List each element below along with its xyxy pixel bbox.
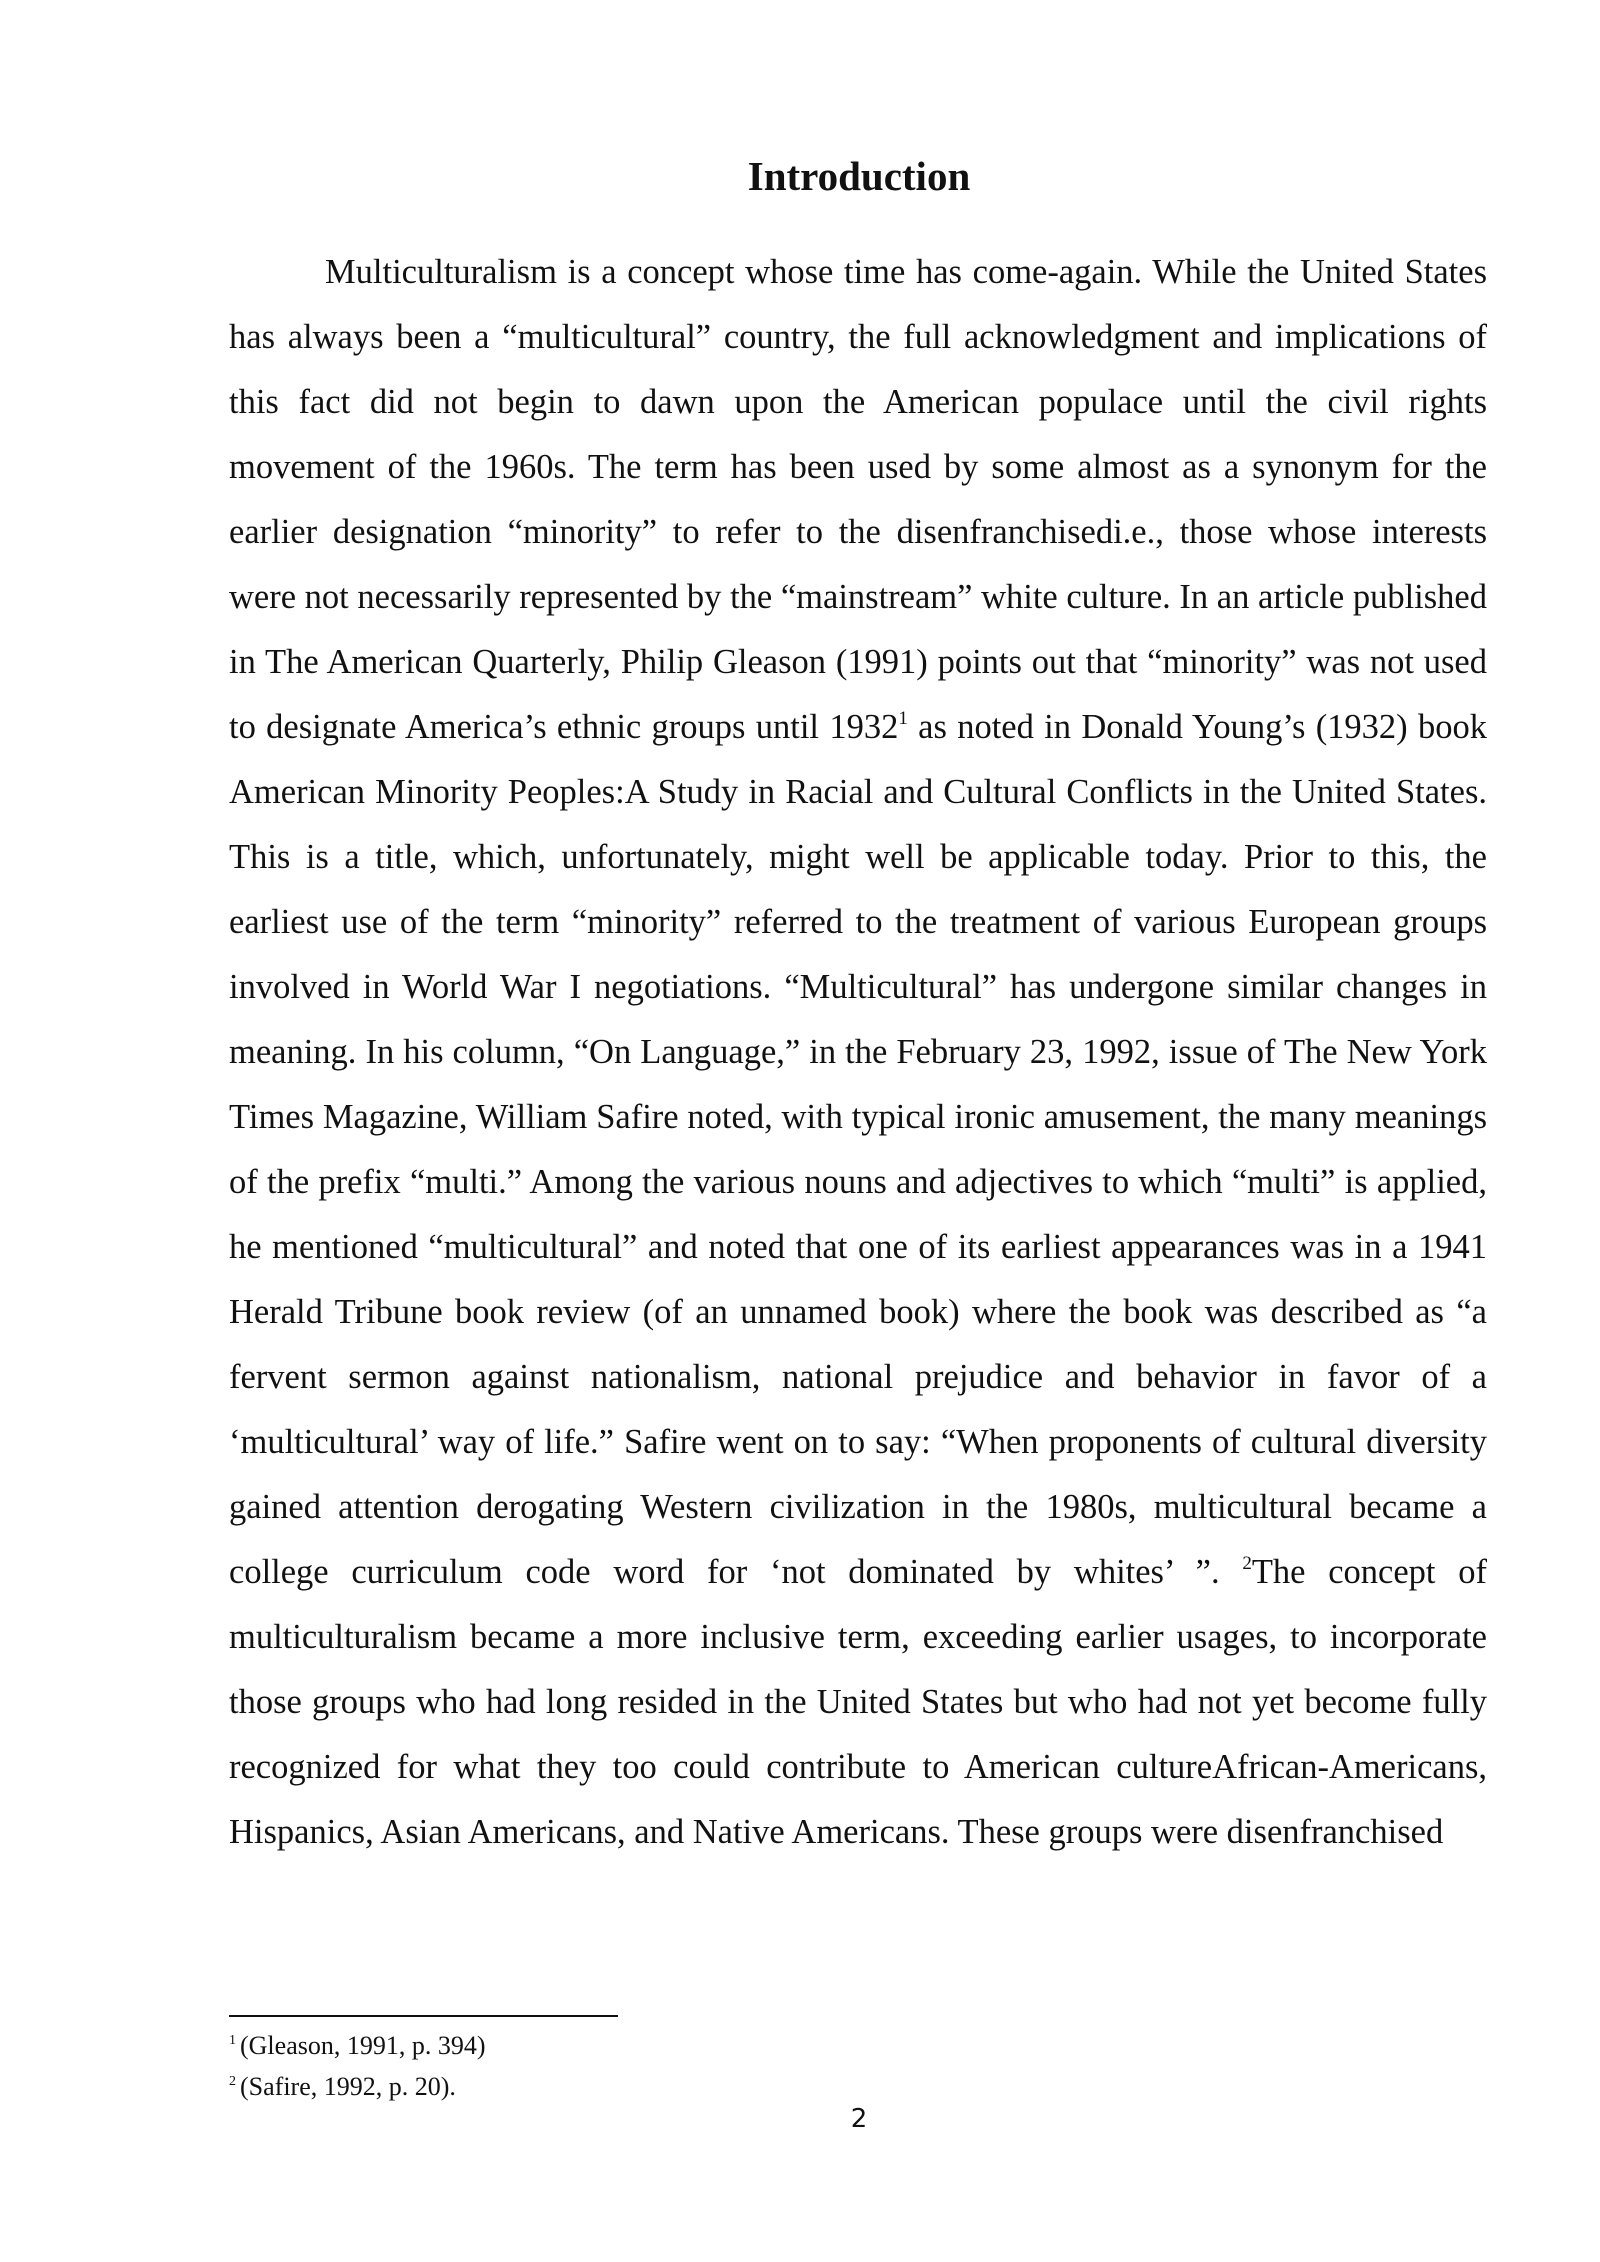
footnote-reference-2: 2 [1242,1552,1252,1574]
page-number: 2 [850,2104,868,2134]
footnote-number: 2 [229,2074,236,2089]
footnote-text: (Safire, 1992, p. 20). [240,2072,456,2101]
footnotes-list [229,2028,1487,2110]
footnote-reference-1: 1 [898,707,908,729]
paragraph-text-part-1: Multiculturalism is a concept whose time has come-again. While the United States has always been a “multicultural” country, the full acknowledgment and implications of this fact did not begin to dawn upon the American populace until the civil rights movement of the 1960s. The term has been used by some almost as a synonym for the earlier designation “minority” to refer to the disenfranchisedi.e., those whose interests were not necessarily represented by the “mainstream” white culture. In an article published in The American Quarterly, Philip Gleason (1991) points out that “minority” was not used to designate America’s ethnic groups until 1932 [229,253,1487,746]
body-paragraph [229,240,1487,1865]
footnote-separator [229,2015,618,2017]
footnote-number: 1 [229,2033,236,2048]
page-title: Introduction [747,153,971,199]
footnote-1 [229,2028,1487,2069]
footnote-text: (Gleason, 1991, p. 394) [240,2031,486,2060]
paragraph-text-part-3: The concept of multiculturalism became a more inclusive term, exceeding earlier usages, to incorporate those groups who had long resided in the United States but who had not yet become fully recognized for what they too could contribute to American cultureAfrican-Americans, Hispanics, Asian Americans, and Native Americans. These groups were disenfranchised [229,1553,1487,1851]
paragraph-text-part-2: as noted in Donald Young’s (1932) book American Minority Peoples:A Study in Racial and Cultural Conflicts in the United States. This is a title, which, unfortunately, might well be applicable today. Prior to this, the earliest use of the term “minority” referred to the treatment of various European groups involved in World War I negotiations. “Multicultural” has undergone similar changes in meaning. In his column, “On Language,” in the February 23, 1992, issue of The New York Times Magazine, William Safire noted, with typical ironic amusement, the many meanings of the prefix “multi.” Among the various nouns and adjectives to which “multi” is applied, he mentioned “multicultural” and noted that one of its earliest appearances was in a 1941 Herald Tribune book review (of an unnamed book) where the book was described as “a fervent sermon against nationalism, national prejudice and behavior in favor of a ‘multicultural’ way of life.” Safire went on to say: “When proponents of cultural diversity gained attention derogating Western civilization in the 1980s, multicultural became a college curriculum code word for ‘not dominated by whites’ ”. [229,708,1487,1591]
